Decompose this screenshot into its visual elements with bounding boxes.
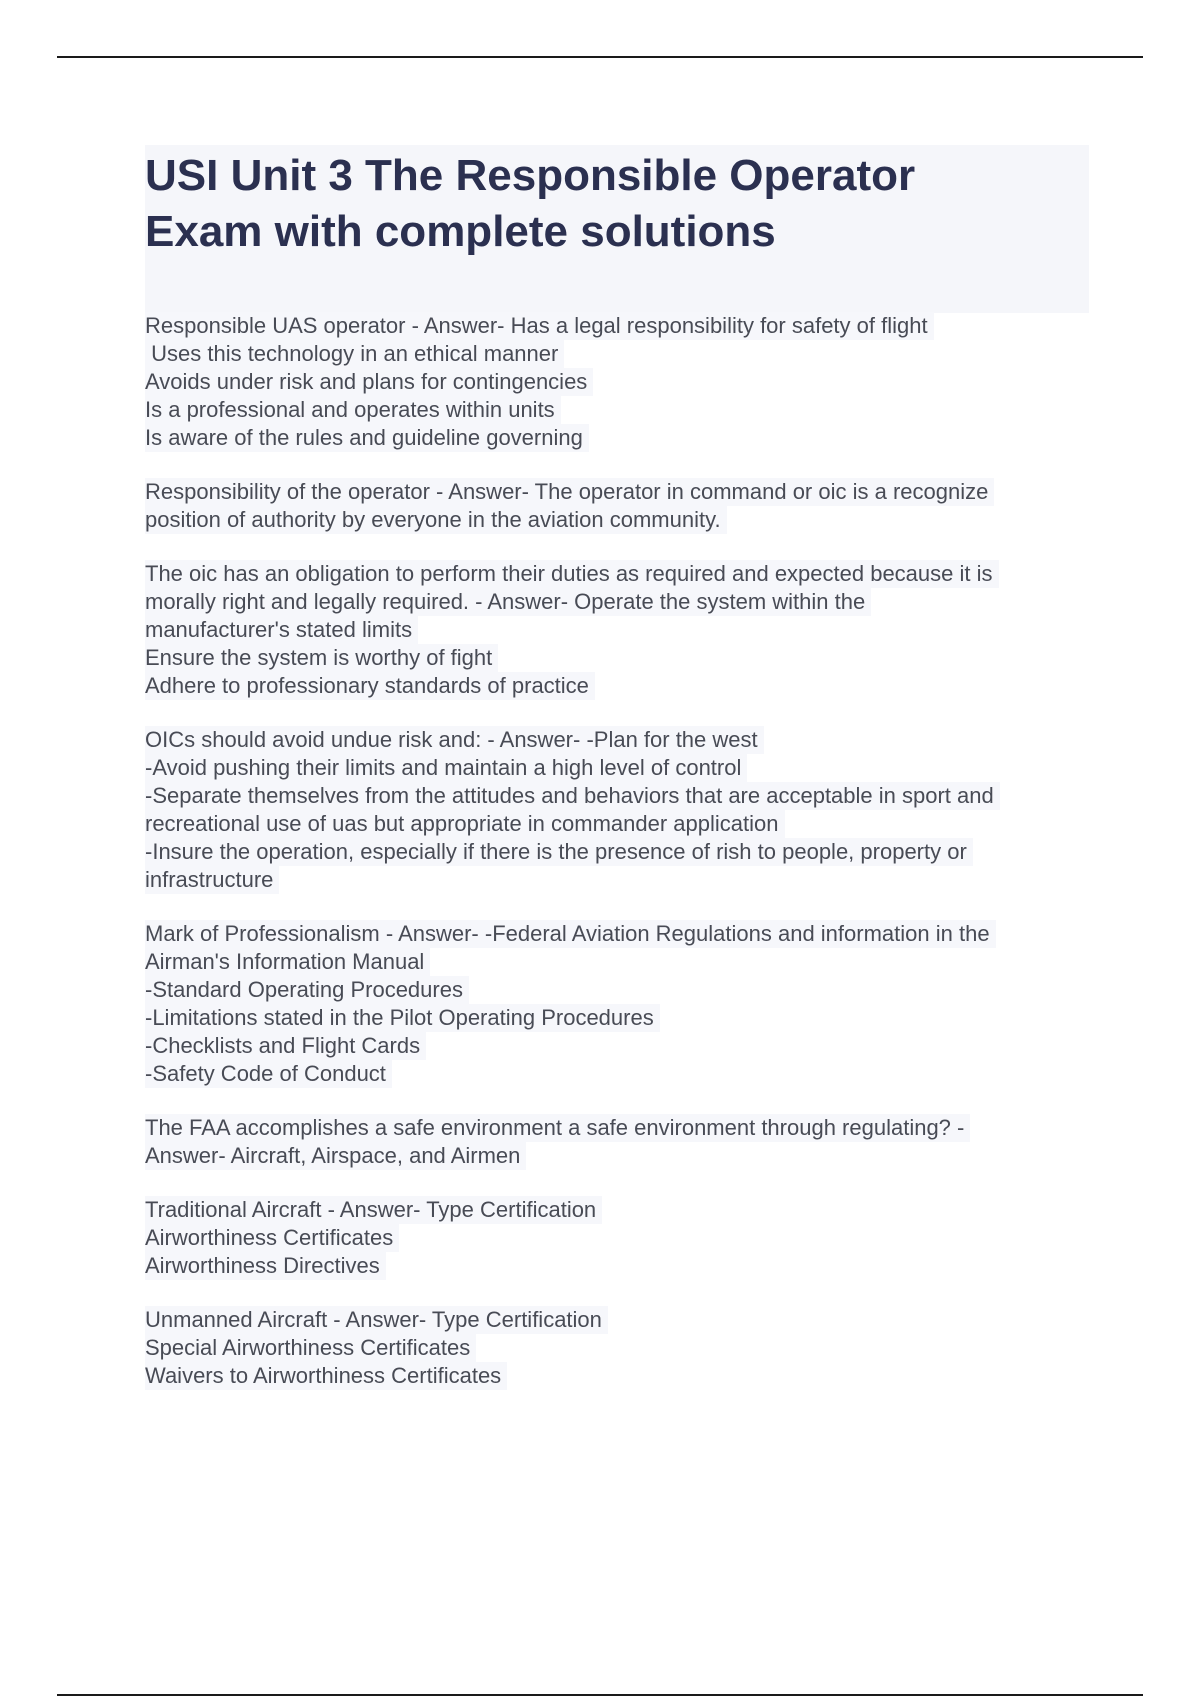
qa-block bbox=[145, 920, 1085, 1088]
qa-line-text: Answer- Aircraft, Airspace, and Airmen bbox=[145, 1142, 526, 1170]
qa-line bbox=[145, 340, 1085, 368]
qa-line-text: morally right and legally required. - Answer- Operate the system within the bbox=[145, 588, 871, 616]
qa-line bbox=[145, 810, 1085, 838]
qa-line-text: position of authority by everyone in the aviation community. bbox=[145, 506, 727, 534]
qa-line-text: Is a professional and operates within units bbox=[145, 396, 561, 424]
qa-line bbox=[145, 1114, 1085, 1142]
qa-line bbox=[145, 1196, 1085, 1224]
qa-line bbox=[145, 1032, 1085, 1060]
qa-line-text: -Avoid pushing their limits and maintain a high level of control bbox=[145, 754, 747, 782]
qa-line bbox=[145, 1362, 1085, 1390]
qa-line bbox=[145, 948, 1085, 976]
qa-line bbox=[145, 672, 1085, 700]
qa-line bbox=[145, 424, 1085, 452]
qa-content bbox=[145, 312, 1085, 1416]
qa-line-text: OICs should avoid undue risk and: - Answer- -Plan for the west bbox=[145, 726, 764, 754]
footer-rule bbox=[57, 1694, 1143, 1696]
qa-line-text: -Checklists and Flight Cards bbox=[145, 1032, 426, 1060]
header-rule bbox=[57, 56, 1143, 58]
qa-line bbox=[145, 782, 1085, 810]
qa-line bbox=[145, 616, 1085, 644]
qa-line-text: Waivers to Airworthiness Certificates bbox=[145, 1362, 507, 1390]
qa-line-text: -Separate themselves from the attitudes and behaviors that are acceptable in sport and bbox=[145, 782, 1000, 810]
qa-line-text: Ensure the system is worthy of fight bbox=[145, 644, 498, 672]
qa-line bbox=[145, 396, 1085, 424]
qa-line bbox=[145, 1334, 1085, 1362]
qa-line bbox=[145, 368, 1085, 396]
qa-line bbox=[145, 1060, 1085, 1088]
qa-line-text: -Limitations stated in the Pilot Operating Procedures bbox=[145, 1004, 660, 1032]
qa-line-text: Responsible UAS operator - Answer- Has a legal responsibility for safety of flight bbox=[145, 312, 934, 340]
qa-line bbox=[145, 754, 1085, 782]
qa-line bbox=[145, 1224, 1085, 1252]
qa-line-text: Responsibility of the operator - Answer- The operator in command or oic is a recognize bbox=[145, 478, 994, 506]
qa-block bbox=[145, 726, 1085, 894]
qa-line-text: Airworthiness Certificates bbox=[145, 1224, 399, 1252]
qa-block bbox=[145, 1114, 1085, 1170]
qa-block bbox=[145, 560, 1085, 700]
qa-line bbox=[145, 312, 1085, 340]
qa-line bbox=[145, 588, 1085, 616]
qa-line-text: Uses this technology in an ethical manner bbox=[145, 340, 564, 368]
qa-line bbox=[145, 1142, 1085, 1170]
qa-line-text: Airworthiness Directives bbox=[145, 1252, 386, 1280]
qa-line-text: manufacturer's stated limits bbox=[145, 616, 418, 644]
qa-line-text: -Safety Code of Conduct bbox=[145, 1060, 392, 1088]
document-title-line-1: USI Unit 3 The Responsible Operator bbox=[145, 151, 916, 200]
qa-line-text: -Standard Operating Procedures bbox=[145, 976, 469, 1004]
qa-line-text: Adhere to professionary standards of practice bbox=[145, 672, 595, 700]
qa-line bbox=[145, 838, 1085, 866]
qa-line bbox=[145, 560, 1085, 588]
qa-line-text: Special Airworthiness Certificates bbox=[145, 1334, 476, 1362]
qa-line-text: -Insure the operation, especially if there is the presence of rish to people, property or bbox=[145, 838, 973, 866]
document-title bbox=[145, 148, 1085, 260]
qa-line-text: Unmanned Aircraft - Answer- Type Certification bbox=[145, 1306, 608, 1334]
qa-line bbox=[145, 478, 1085, 506]
qa-line bbox=[145, 1252, 1085, 1280]
qa-line bbox=[145, 1004, 1085, 1032]
qa-line bbox=[145, 920, 1085, 948]
qa-line bbox=[145, 1306, 1085, 1334]
qa-line-text: Mark of Professionalism - Answer- -Federal Aviation Regulations and information in the bbox=[145, 920, 996, 948]
qa-line-text: recreational use of uas but appropriate in commander application bbox=[145, 810, 785, 838]
qa-block bbox=[145, 1306, 1085, 1390]
qa-line bbox=[145, 644, 1085, 672]
qa-line-text: infrastructure bbox=[145, 866, 279, 894]
qa-line-text: Is aware of the rules and guideline governing bbox=[145, 424, 589, 452]
qa-line bbox=[145, 506, 1085, 534]
qa-line-text: The FAA accomplishes a safe environment a safe environment through regulating? - bbox=[145, 1114, 970, 1142]
qa-line-text: The oic has an obligation to perform their duties as required and expected because it is bbox=[145, 560, 999, 588]
qa-line-text: Traditional Aircraft - Answer- Type Certification bbox=[145, 1196, 602, 1224]
qa-block bbox=[145, 312, 1085, 452]
document-title-line-2: Exam with complete solutions bbox=[145, 207, 776, 256]
qa-block bbox=[145, 1196, 1085, 1280]
qa-line bbox=[145, 976, 1085, 1004]
qa-line bbox=[145, 726, 1085, 754]
qa-line bbox=[145, 866, 1085, 894]
qa-line-text: Avoids under risk and plans for contingencies bbox=[145, 368, 593, 396]
qa-block bbox=[145, 478, 1085, 534]
qa-line-text: Airman's Information Manual bbox=[145, 948, 430, 976]
